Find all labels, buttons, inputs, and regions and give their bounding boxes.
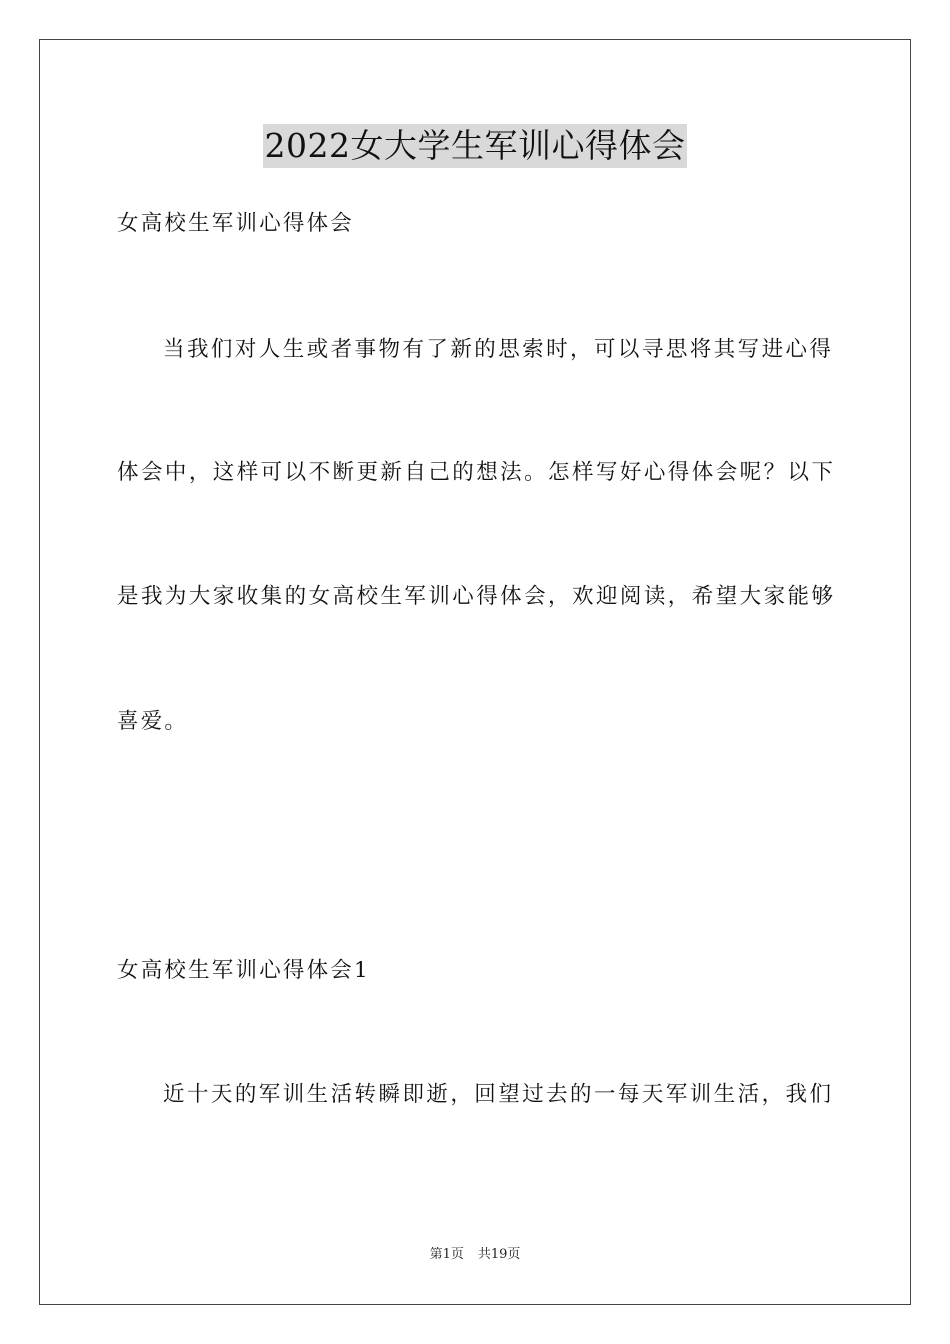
intro-line-2: 体会中，这样可以不断更新自己的想法。怎样写好心得体会呢？以下	[117, 460, 833, 485]
document-title: 2022女大学生军训心得体会	[263, 124, 688, 168]
subtitle: 女高校生军训心得体会	[117, 211, 355, 236]
section-heading: 女高校生军训心得体会1	[117, 958, 370, 983]
intro-line-1: 当我们对人生或者事物有了新的思索时，可以寻思将其写进心得	[163, 337, 831, 362]
section-line-1: 近十天的军训生活转瞬即逝，回望过去的一每天军训生活，我们	[163, 1082, 831, 1107]
page-footer	[0, 1246, 950, 1264]
page-number: 第1页	[429, 1247, 464, 1262]
intro-line-3: 是我为大家收集的女高校生军训心得体会，欢迎阅读，希望大家能够	[117, 584, 833, 609]
page-total: 共19页	[477, 1247, 521, 1262]
title-container	[0, 124, 950, 168]
intro-line-4: 喜爱。	[117, 709, 189, 734]
